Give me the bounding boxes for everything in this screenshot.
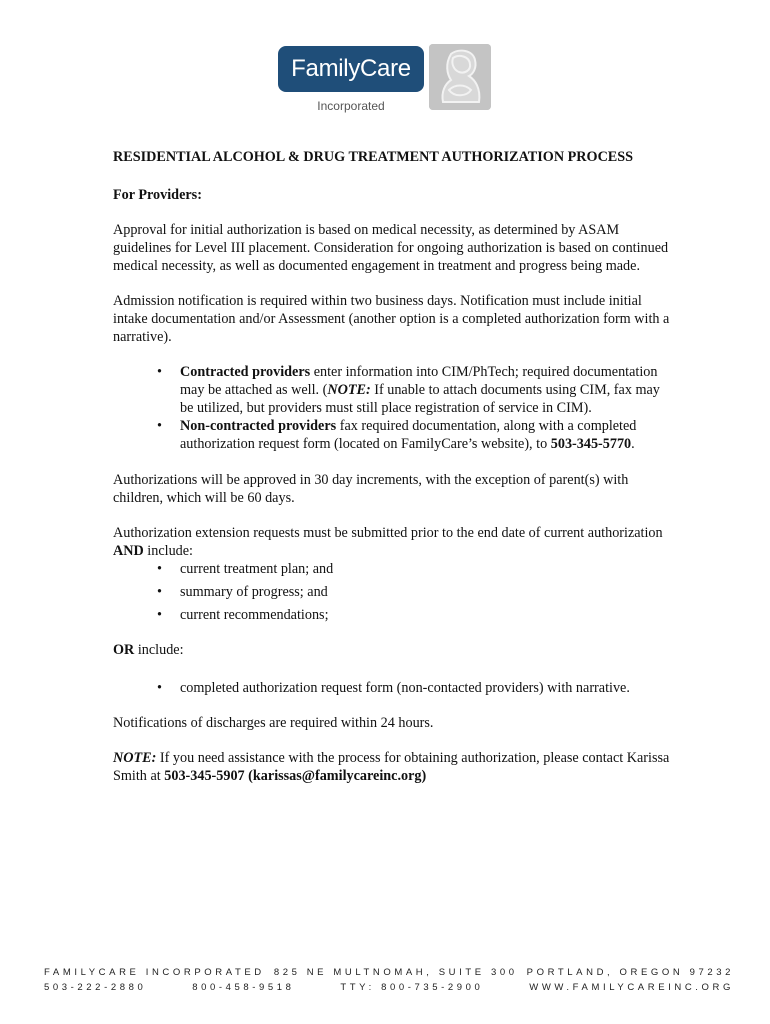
footer-row-address: FAMILYCARE INCORPORATED 825 NE MULTNOMAH, SUITE 300 PORTLAND, OREGON 97232 <box>44 967 734 978</box>
contact-info: 503-345-5907 (karissas@familycareinc.org) <box>164 768 427 784</box>
list-item: • Contracted providers enter information into CIM/PhTech; required documentation may be attached as well. (NOTE: If unable to attach documents using CIM, fax may be utilized, but providers must still place registration of service in CIM). <box>180 363 673 417</box>
footer-row-contact: 503-222-2880 800-458-9518 TTY: 800-735-2900 WWW.FAMILYCAREINC.ORG <box>44 982 734 993</box>
increments-paragraph: Authorizations will be approved in 30 day increments, with the exception of parent(s) with children, which will be 60 days. <box>113 472 629 506</box>
list-item: • current recommendations; <box>180 606 673 624</box>
document-title: RESIDENTIAL ALCOHOL & DRUG TREATMENT AUTHORIZATION PROCESS <box>113 149 634 165</box>
list-item: • Non-contracted providers fax required documentation, along with a completed authorization request form (located on FamilyCare’s website), to 503-345-5770. <box>180 417 673 453</box>
list-item: • current treatment plan; and <box>180 560 673 578</box>
fax-number: 503-345-5770 <box>550 436 632 452</box>
extension-list <box>113 560 673 624</box>
logo-brand: FamilyCare <box>278 46 424 92</box>
familycare-logo <box>278 44 493 116</box>
or-list <box>113 679 673 697</box>
mother-child-logo-icon <box>429 44 491 110</box>
list-item: • summary of progress; and <box>180 583 673 601</box>
note-paragraph: NOTE: If you need assistance with the process for obtaining authorization, please contact Karissa Smith at 503-345-5907 (karissas@familycareinc.org) <box>113 750 670 784</box>
footer <box>44 965 734 995</box>
provider-list <box>113 363 673 453</box>
logo-subtitle: Incorporated <box>317 99 385 113</box>
admission-paragraph: Admission notification is required within two business days. Notification must include initial intake documentation and/or Assessment (another option is a completed authorization form with a narrative). <box>113 293 670 345</box>
website-link[interactable]: WWW.FAMILYCAREINC.ORG <box>529 982 734 993</box>
discharge-paragraph: Notifications of discharges are required within 24 hours. <box>113 715 434 731</box>
for-providers-heading: For Providers: <box>113 187 202 203</box>
list-item: • completed authorization request form (non-contacted providers) with narrative. <box>180 679 673 697</box>
document-body <box>113 148 673 785</box>
approval-paragraph: Approval for initial authorization is based on medical necessity, as determined by ASAM guidelines for Level III placement. Consideration for ongoing authorization is based on continued medical necessity, as well as documented engagement in treatment and progress being made. <box>113 222 669 274</box>
extension-paragraph: Authorization extension requests must be submitted prior to the end date of current authorization AND include: <box>113 525 663 559</box>
or-line: OR include: <box>113 642 184 658</box>
